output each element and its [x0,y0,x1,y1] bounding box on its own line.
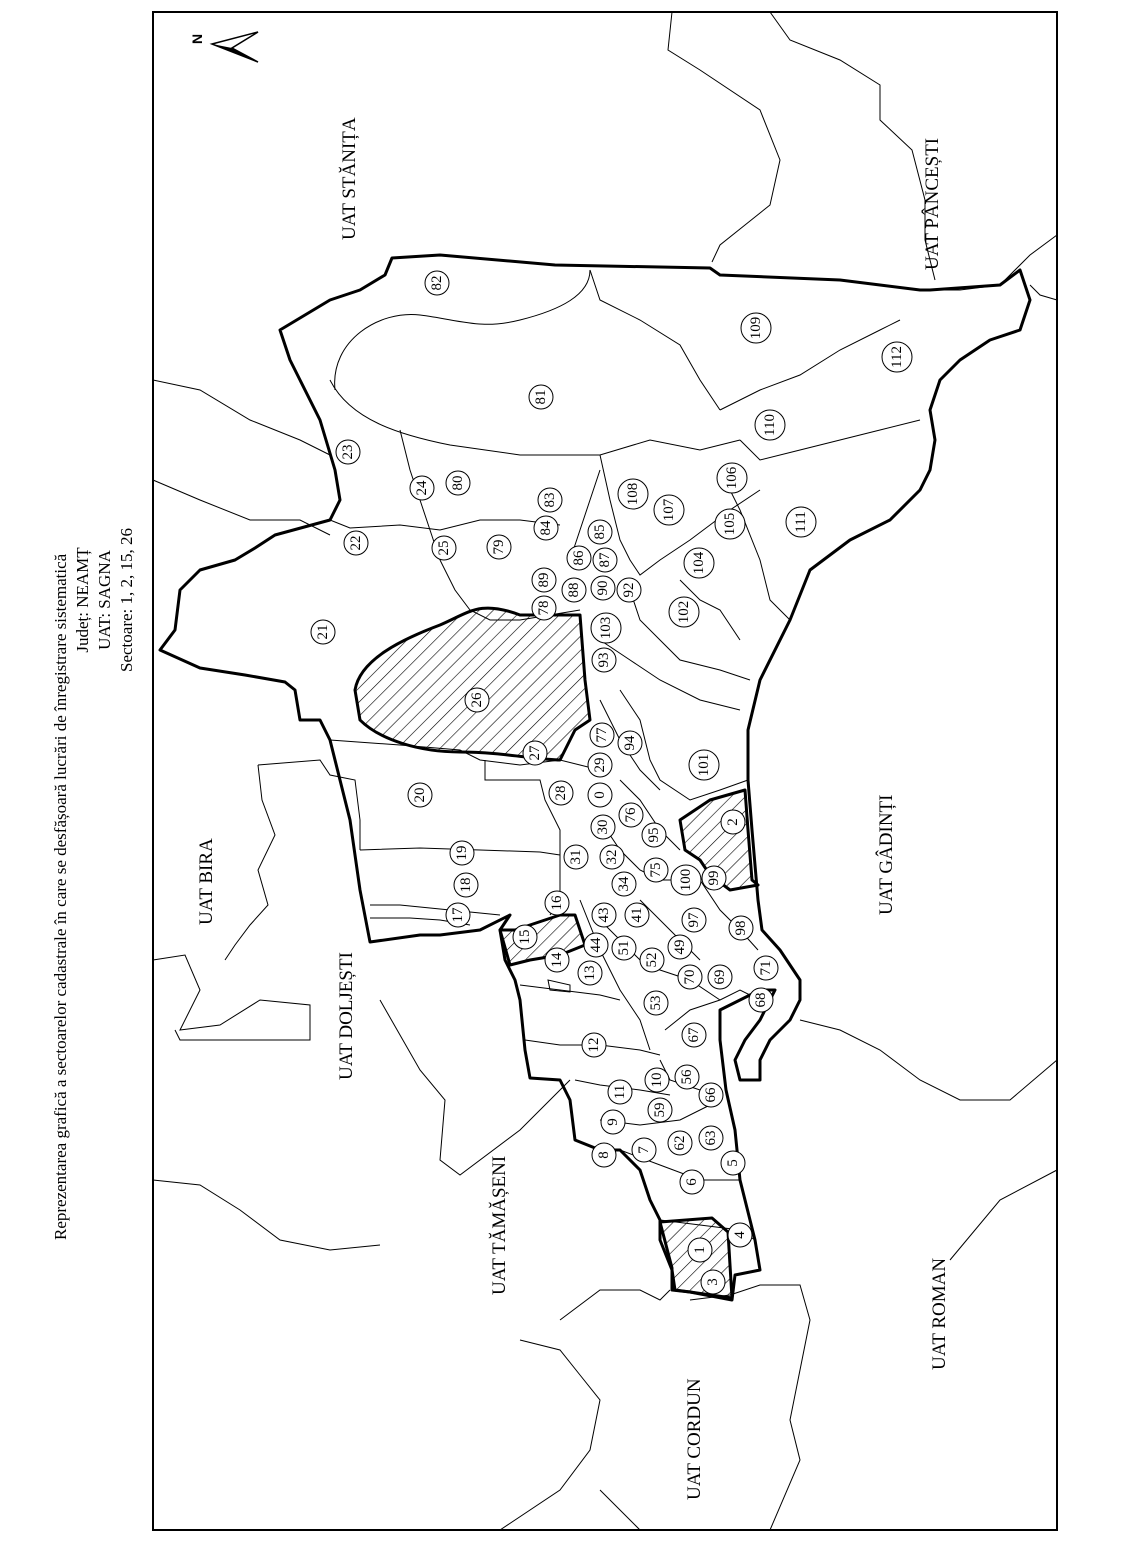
sector-marker-78 [532,596,556,620]
sector-number: 16 [549,895,565,911]
sector-number: 49 [672,939,688,955]
sector-number: 10 [649,1072,665,1088]
sector-number: 87 [597,552,613,568]
sector-number: 111 [793,511,809,533]
sector-marker-111 [786,507,816,537]
sector-marker-87 [593,548,617,572]
sector-number: 27 [527,745,543,761]
sector-marker-16 [545,891,569,915]
uat-label-doljesti: UAT DOLJEȘTI [336,952,357,1080]
sector-number: 56 [679,1069,695,1085]
sector-marker-102 [669,597,699,627]
sector-number: 43 [596,907,612,923]
sector-marker-15 [513,925,537,949]
sector-number: 11 [612,1084,628,1100]
sector-number: 81 [533,389,549,405]
sector-number: 59 [652,1102,668,1118]
sector-marker-80 [446,471,470,495]
sector-number: 2 [725,818,741,826]
sector-number: 9 [605,1118,621,1126]
sector-number: 92 [621,582,637,598]
sector-marker-99 [702,866,726,890]
sector-number: 41 [629,907,645,923]
sector-number: 99 [706,870,722,886]
sector-marker-29 [588,753,612,777]
sector-marker-24 [410,476,434,500]
sector-markers [311,271,912,1294]
north-arrow-icon [189,32,258,62]
sector-marker-88 [562,578,586,602]
sector-marker-12 [582,1033,606,1057]
north-label: N [189,33,205,44]
sector-marker-6 [680,1170,704,1194]
sector-number: 6 [684,1178,700,1186]
uat-label-gadinti: UAT GÂDINȚI [876,794,897,915]
sector-marker-67 [682,1023,706,1047]
sector-number: 70 [682,969,698,985]
sector-marker-76 [619,803,643,827]
sector-number: 66 [703,1087,719,1103]
sector-number: 68 [753,992,769,1008]
sector-number: 110 [762,414,778,436]
sector-marker-49 [668,935,692,959]
sector-marker-66 [699,1083,723,1107]
sector-number: 105 [722,512,738,536]
sector-number: 84 [538,520,554,536]
sector-number: 98 [733,920,749,936]
sector-number: 69 [712,969,728,985]
sector-number: 79 [491,539,507,555]
sector-marker-25 [432,536,456,560]
sector-marker-8 [592,1143,616,1167]
sector-marker-14 [545,948,569,972]
sector-marker-43 [592,903,616,927]
sector-number: 52 [644,952,660,968]
sector-marker-103 [591,613,621,643]
sector-marker-1 [688,1238,712,1262]
title-line-2: Județ: NEAMȚ [73,547,92,653]
sector-marker-11 [608,1080,632,1104]
sector-number: 103 [598,616,614,640]
sector-marker-69 [708,965,732,989]
uat-label-bira: UAT BIRA [196,838,217,925]
sector-marker-44 [584,933,608,957]
sector-marker-13 [578,961,602,985]
sector-marker-53 [644,991,668,1015]
sector-number: 93 [596,652,612,668]
sector-number: 20 [412,787,428,803]
uat-label-pancesti: UAT PÂNCEȘTI [922,137,943,270]
sector-number: 34 [616,876,632,892]
sector-marker-5 [721,1151,745,1175]
sector-marker-32 [600,845,624,869]
sector-marker-109 [741,313,771,343]
sector-26-area [355,608,590,760]
sector-marker-4 [728,1223,752,1247]
sector-number: 88 [566,582,582,598]
sector-number: 12 [586,1037,602,1053]
sector-marker-51 [612,936,636,960]
sector-marker-106 [717,463,747,493]
sector-marker-77 [590,723,614,747]
sector-marker-26 [465,688,489,712]
sector-number: 15 [517,929,533,945]
sector-marker-52 [640,948,664,972]
sector-number: 102 [676,600,692,624]
sector-marker-56 [675,1065,699,1089]
sector-number: 90 [595,580,611,596]
sector-marker-90 [591,576,615,600]
uat-label-roman: UAT ROMAN [929,1257,950,1370]
sector-marker-84 [534,516,558,540]
sector-marker-22 [344,531,368,555]
sector-number: 83 [542,492,558,508]
sector-number: 30 [595,819,611,835]
title-line-4: Sectoare: 1, 2, 15, 26 [117,528,136,672]
sector-number: 108 [625,482,641,506]
sagna-boundary [160,255,1030,1300]
sector-marker-108 [618,479,648,509]
sector-number: 107 [661,498,677,522]
sector-marker-112 [882,342,912,372]
sector-number: 4 [732,1231,748,1239]
sector-marker-59 [648,1098,672,1122]
sector-number: 77 [594,727,610,743]
sector-number: 7 [636,1146,652,1154]
sector-number: 17 [450,907,466,923]
sector-marker-23 [336,440,360,464]
sector-marker-7 [632,1138,656,1162]
sector-number: 63 [703,1130,719,1146]
sector-marker-95 [642,823,666,847]
sector-marker-100 [671,865,701,895]
sector-number: 75 [648,862,664,878]
sector-marker-70 [678,965,702,989]
sector-marker-34 [612,872,636,896]
sector-number: 32 [604,849,620,865]
uat-label-cordun: UAT CORDUN [684,1378,705,1500]
sector-number: 106 [724,466,740,490]
sector-number: 24 [414,480,430,496]
sector-marker-89 [532,568,556,592]
sector-number: 112 [889,346,905,368]
sector-marker-2 [721,810,745,834]
sector-marker-62 [668,1131,692,1155]
sector-number: 28 [553,785,569,801]
sector-number: 0 [592,791,608,799]
sector-number: 78 [536,600,552,616]
sector-15-area [500,915,585,965]
sector-number: 109 [748,316,764,340]
sector-marker-110 [755,410,785,440]
sector-number: 76 [623,807,639,823]
sector-number: 3 [705,1278,721,1286]
sector-marker-28 [549,781,573,805]
sector-marker-107 [654,495,684,525]
sector-marker-105 [715,509,745,539]
sector-number: 82 [429,275,445,291]
sector-marker-86 [567,546,591,570]
sector-number: 94 [622,735,638,751]
sector-number: 85 [592,524,608,540]
sector-marker-98 [729,916,753,940]
sector-marker-97 [682,908,706,932]
sector-number: 104 [691,551,707,575]
sector-number: 31 [568,849,584,865]
sector-marker-83 [538,488,562,512]
sector-number: 1 [692,1246,708,1254]
sector-number: 14 [549,952,565,968]
sector-number: 18 [458,877,474,893]
sector-marker-10 [645,1068,669,1092]
sector-marker-93 [592,648,616,672]
sector-number: 23 [340,444,356,460]
sector-number: 80 [450,475,466,491]
sector-marker-21 [311,620,335,644]
sector-number: 13 [582,965,598,981]
sector-number: 53 [648,995,664,1011]
uat-label-tamaseni: UAT TĂMĂȘENI [489,1155,510,1295]
sector-marker-71 [754,956,778,980]
sector-marker-81 [529,385,553,409]
uat-label-stanita: UAT STĂNIȚA [339,117,360,240]
sector-number: 95 [646,827,662,843]
uat-labels [196,117,950,1500]
sector-number: 19 [454,845,470,861]
title-line-3: UAT: SAGNA [95,550,114,650]
sector-number: 100 [678,868,694,892]
sector-number: 25 [436,540,452,556]
sector-marker-9 [601,1110,625,1134]
sector-marker-92 [617,578,641,602]
sector-number: 44 [588,937,604,953]
sector-number: 86 [571,550,587,566]
sector-marker-75 [644,858,668,882]
sector-marker-101 [689,750,719,780]
sector-number: 71 [758,960,774,976]
sector-number: 5 [725,1159,741,1167]
sector-marker-18 [454,873,478,897]
sector-marker-79 [487,535,511,559]
sector-marker-31 [564,845,588,869]
sector-marker-104 [684,548,714,578]
sector-number: 67 [686,1027,702,1043]
sector-number: 97 [686,912,702,928]
title-line-1: Reprezentarea grafică a sectoarelor cadastrale în care se desfășoară lucrări de înregistrare sistematică [51,553,70,1240]
sector-marker-27 [523,741,547,765]
sector-marker-68 [749,988,773,1012]
sector-number: 21 [315,624,331,640]
sector-marker-30 [591,815,615,839]
sector-number: 51 [616,940,632,956]
sector-number: 89 [536,572,552,588]
sector-marker-19 [450,841,474,865]
sector-number: 29 [592,757,608,773]
sector-marker-20 [408,783,432,807]
sector-number: 8 [596,1151,612,1159]
sector-number: 101 [696,753,712,777]
sector-marker-17 [446,903,470,927]
sector-marker-63 [699,1126,723,1150]
sector-number: 26 [469,692,485,708]
sector-marker-0 [588,783,612,807]
sector-marker-41 [625,903,649,927]
map-title [51,528,136,1240]
sector-number: 62 [672,1135,688,1151]
sector-marker-85 [588,520,612,544]
sector-number: 22 [348,535,364,551]
sector-marker-94 [618,731,642,755]
sector-marker-3 [701,1270,725,1294]
sector-marker-82 [425,271,449,295]
